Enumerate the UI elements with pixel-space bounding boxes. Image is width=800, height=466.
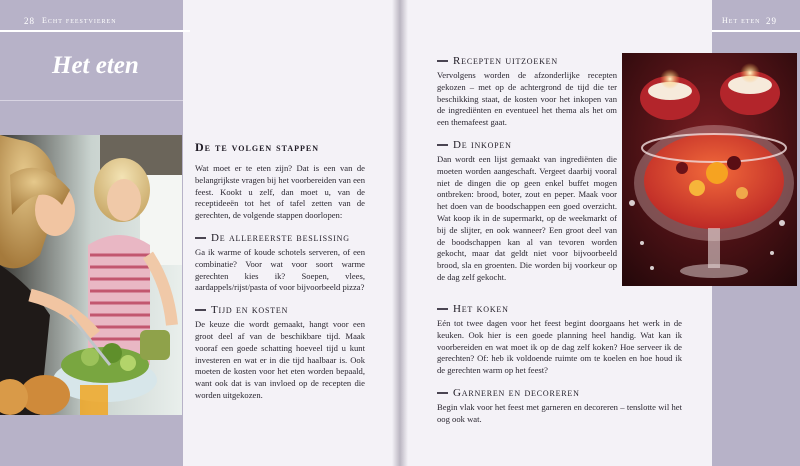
chapter-title: Het eten — [52, 52, 139, 79]
section-shopping — [437, 139, 617, 284]
kitchen-photo — [0, 135, 182, 415]
section-heading — [195, 232, 365, 244]
section-recipes — [437, 55, 617, 129]
section-heading-text: De inkopen — [453, 138, 512, 151]
section-heading-text: Het koken — [453, 303, 509, 315]
page-number-left: 28 — [24, 16, 35, 26]
section-heading — [437, 303, 682, 315]
book-gutter — [392, 0, 408, 466]
section-text: Ga ik warme of koude schotels serveren, of een combinatie? Voor wat voor soort warme gerechten kies ik? Soepen, vlees, aardappels/rijst/pasta of voor bijvoorbeeld pizza? — [195, 246, 365, 293]
intro-paragraph: Wat moet er te eten zijn? Dat is een van de belangrijkste vragen bij het voorbereiden van een feest. Kookt u zelf, dan moet u, van de receptideeën tot het of tafel zetten van de gerechten, de volgende stappen doorlopen: — [195, 163, 365, 221]
section-text: De keuze die wordt gemaakt, hangt voor een groot deel af van de beschikbare tijd. Maak vooraf een goede schatting hoeveel tijd u kunt investeren en wat er in die tijd haalbaar is. Ook moeten de kosten voor het eten worden bepaald, want ook dat is van invloed op de recepten die worden uitgekozen. — [195, 319, 365, 400]
section-first-decision — [195, 232, 365, 294]
right-page — [400, 0, 800, 466]
section-text: Dan wordt een lijst gemaakt van ingrediënten die moeten worden aangeschaft. Vergeet daarbij vooral niet de dingen die op geen enkel buffet mogen ontbreken: brood, boter, zout en peper. Maak voor het doen van de boodschappen een goed overzicht. Wat koop ik in de supermarkt, op de weekmarkt of bij de slijter, en ook wanneer? Een groot deel van de boodschappen kan al van tevoren worden gekocht, maar dat geldt niet voor bijvoorbeeld brood, sla en groenten. Die worden bij voorkeur op de dag zelf gekocht. — [437, 153, 617, 282]
page-number-right: 29 — [766, 16, 777, 26]
section-heading-text: Tijd en kosten — [211, 304, 289, 317]
section-time-costs — [195, 304, 365, 402]
section-text: Eén tot twee dagen voor het feest begint doorgaans het werk in de keuken. Ook hier is een goede planning heel handig. Wat kan ik voorbereiden en wat moet ik op de dag zelf koken? Hoe serveer ik de gerechten? Of: heb ik voldoende ruimte om te koelen en hoe houd ik de gerechten warm op het feest? — [437, 318, 682, 376]
dash-icon — [437, 308, 448, 310]
punch-photo — [622, 53, 797, 286]
section-heading-text: De allereerste beslissing — [211, 231, 350, 244]
title-rule — [0, 100, 183, 101]
section-text: Begin vlak voor het feest met garneren en decoreren – tenslotte wil het oog ook wat. — [437, 401, 682, 424]
dash-icon — [437, 60, 448, 62]
left-page-text — [195, 140, 365, 412]
right-page-text — [437, 55, 617, 294]
left-header-rule — [0, 30, 190, 32]
section-text: Vervolgens worden de afzonderlijke recepten gekozen – met op de achtergrond de tijd die ter beschikking staat, de kosten voor het inkopen van de ingrediënten en eventueel het thema als het om een themafeest gaat. — [437, 70, 617, 128]
dash-icon — [437, 144, 448, 146]
dash-icon — [195, 309, 206, 311]
right-header-rule — [712, 30, 800, 32]
running-head-left: Echt feestvieren — [42, 16, 117, 25]
running-head-right: Het eten — [722, 16, 761, 25]
main-heading: De te volgen stappen — [195, 140, 320, 154]
right-page-text-wide — [437, 303, 682, 436]
section-heading-text: Recepten uitzoeken — [453, 55, 558, 67]
section-heading — [437, 139, 617, 151]
section-heading — [437, 387, 682, 399]
section-cooking — [437, 303, 682, 377]
kitchen-photo-illustration — [0, 135, 182, 415]
dash-icon — [195, 237, 206, 239]
section-heading — [195, 304, 365, 316]
section-heading-text: Garneren en decoreren — [453, 386, 580, 399]
section-garnish — [437, 387, 682, 426]
section-heading — [437, 55, 617, 67]
dash-icon — [437, 392, 448, 394]
punch-photo-illustration — [622, 53, 797, 286]
